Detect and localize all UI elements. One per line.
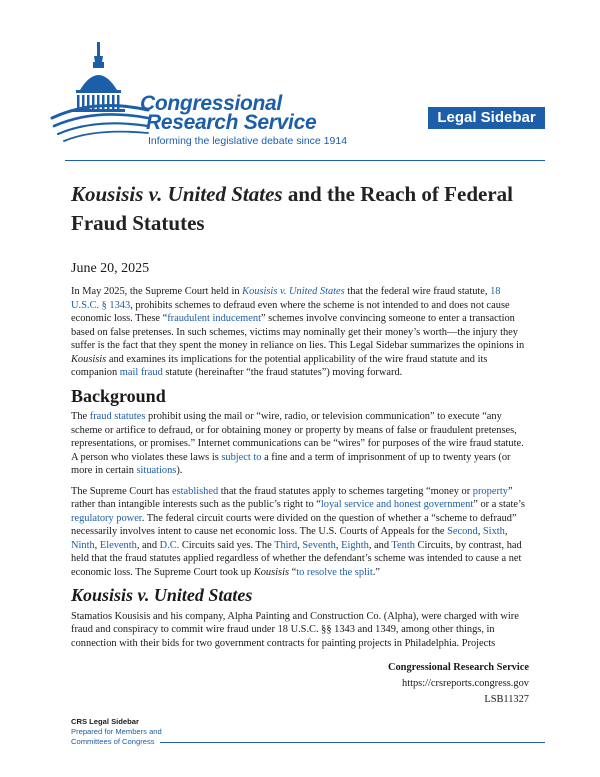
text: ” rather than intangible interests such as the public’s right to “: [71, 485, 513, 510]
link-mail-fraud[interactable]: mail fraud: [119, 367, 163, 378]
link-fraudulent-inducement[interactable]: fraudulent inducement: [167, 313, 261, 324]
text: prohibit using the mail or “wire, radio, or television communication” to execute “any scheme or artifice to defraud, or for obtaining money or property by means of false or fraudulent pretenses, representations, or promises.” Internet communications can be “wires” for purposes of the wire fraud statute. A person who violates these laws is: [71, 411, 524, 463]
link-kousisis-case[interactable]: Kousisis v. United States: [242, 286, 345, 297]
link-fraud-statutes[interactable]: fraud statutes: [89, 411, 146, 422]
text: and examines its implications for the potential applicability of the wire fraud statute and its companion: [71, 353, 488, 378]
document-title: [71, 180, 541, 238]
text: .”: [372, 566, 380, 578]
text: The Supreme Court has: [71, 485, 172, 497]
text-italic: Kousisis: [253, 566, 290, 578]
link-seventh-circuit[interactable]: Seventh: [302, 539, 336, 551]
link-tenth-circuit[interactable]: Tenth: [391, 539, 415, 551]
footer-report-code: LSB11327: [484, 694, 529, 705]
heading-kousisis: Kousisis v. United States: [71, 585, 253, 605]
text: ” schemes involve convincing someone to enter a transaction based on false pretenses. In such schemes, victims may nominally get their money’s worth—the injury they suffer is the fact that they spent the money in reliance on lies. This Legal Sidebar summarizes the opinions in: [71, 313, 525, 351]
text: that the federal wire fraud statute,: [344, 286, 491, 297]
footer-right: [388, 660, 529, 708]
text: Circuits, by contrast, had held that the fraud statutes applied regardless of whether the defendant’s scheme was intended to cause a net economic loss. The Supreme Court took up: [71, 539, 522, 578]
link-property[interactable]: property: [472, 485, 508, 497]
footer-divider: [160, 742, 545, 743]
crs-brand: [140, 94, 347, 147]
link-third-circuit[interactable]: Third: [274, 539, 298, 551]
publication-date: June 20, 2025: [71, 261, 150, 276]
link-dc-circuit[interactable]: D.C.: [159, 539, 180, 551]
link-second-circuit[interactable]: Second: [447, 526, 478, 537]
text: that the fraud statutes apply to schemes targeting “money or: [218, 485, 473, 497]
text: , prohibits schemes to defraud even where the scheme is not intended to and does not cause economic loss. These “: [71, 299, 510, 324]
link-regulatory-power[interactable]: regulatory power: [71, 512, 142, 524]
footer-org: Congressional Research Service: [387, 662, 529, 673]
link-established[interactable]: established: [172, 485, 219, 497]
header-divider: [65, 160, 545, 161]
legal-sidebar-badge: Legal Sidebar: [428, 107, 545, 129]
link-ninth-circuit[interactable]: Ninth: [71, 539, 95, 551]
brand-name-line2: Research Service: [146, 111, 317, 134]
title-rest: and the Reach of Federal Fraud Statutes: [71, 182, 513, 235]
text: “: [289, 566, 297, 578]
text: Circuits said yes. The: [179, 539, 275, 551]
brand-tagline: Informing the legislative debate since 1914: [148, 135, 348, 147]
footer-prepared-2: Committees of Congress: [71, 737, 155, 746]
footer-prepared-1: Prepared for Members and: [71, 727, 162, 736]
heading-background: Background: [71, 385, 166, 406]
link-eleventh-circuit[interactable]: Eleventh: [99, 539, 137, 551]
footer-url[interactable]: https://crsreports.congress.gov: [402, 678, 529, 689]
link-subject-to[interactable]: subject to: [221, 451, 262, 463]
title-case-name: Kousisis v. United States: [71, 182, 283, 206]
text: ).: [176, 465, 183, 476]
link-18-usc-1343[interactable]: 18 U.S.C. § 1343: [71, 286, 501, 311]
link-loyal-service[interactable]: loyal service and honest government: [320, 499, 474, 510]
footer-series: CRS Legal Sidebar: [71, 717, 139, 726]
text: . The federal circuit courts were divided on the question of whether a “scheme to defraud” necessarily involves intent to cause net economic loss. The U.S. Courts of Appeals for the: [71, 512, 517, 537]
link-sixth-circuit[interactable]: Sixth: [482, 526, 505, 537]
text: statute (hereinafter “the fraud statutes”) moving forward.: [162, 367, 403, 378]
background-paragraph-1: [71, 410, 531, 478]
link-situations[interactable]: situations: [136, 465, 177, 476]
text: a fine and a term of imprisonment of up to twenty years (or more in certain: [71, 451, 511, 476]
intro-paragraph: [71, 285, 531, 380]
link-resolve-split[interactable]: to resolve the split: [296, 566, 373, 578]
text: The: [71, 411, 90, 422]
link-eighth-circuit[interactable]: Eighth: [341, 539, 369, 551]
text: In May 2025, the Supreme Court held in: [71, 286, 243, 297]
brand-name-line1: Congressional: [140, 92, 282, 115]
background-paragraph-2: The Supreme Court has established that the fraud statutes apply to schemes targeting “money or property” rather than intangible interests such as the public’s right to “loyal service and honest government” or a state’s regulatory power. The federal circuit courts were divided on the question of whether a “scheme to defraud” necessarily involves intent to cause net economic loss. The U.S. Courts of Appeals for the Second, Sixth, Ninth, Eleventh, and D.C. Circuits said yes. The Third, Seventh, Eighth, and Tenth Circuits, by contrast, had held that the fraud statutes applied regardless of whether the defendant’s scheme was intended to cause a net economic loss. The Supreme Court took up Kousisis “to resolve the split.”: [71, 485, 525, 578]
footer-left: [71, 717, 162, 747]
text-italic: Kousisis: [71, 353, 107, 365]
kousisis-paragraph-1: Stamatios Kousisis and his company, Alpha Painting and Construction Co. (Alpha), were charged with wire fraud and conspiracy to commit wire fraud under 18 U.S.C. §§ 1343 and 1349, among other things, in connection with their bids for two government contracts for painting projects in Philadelphia. Projects: [71, 610, 519, 649]
capitol-dome-logo: [50, 40, 150, 146]
text: ” or a state’s: [473, 499, 525, 510]
document-body: [71, 285, 531, 657]
